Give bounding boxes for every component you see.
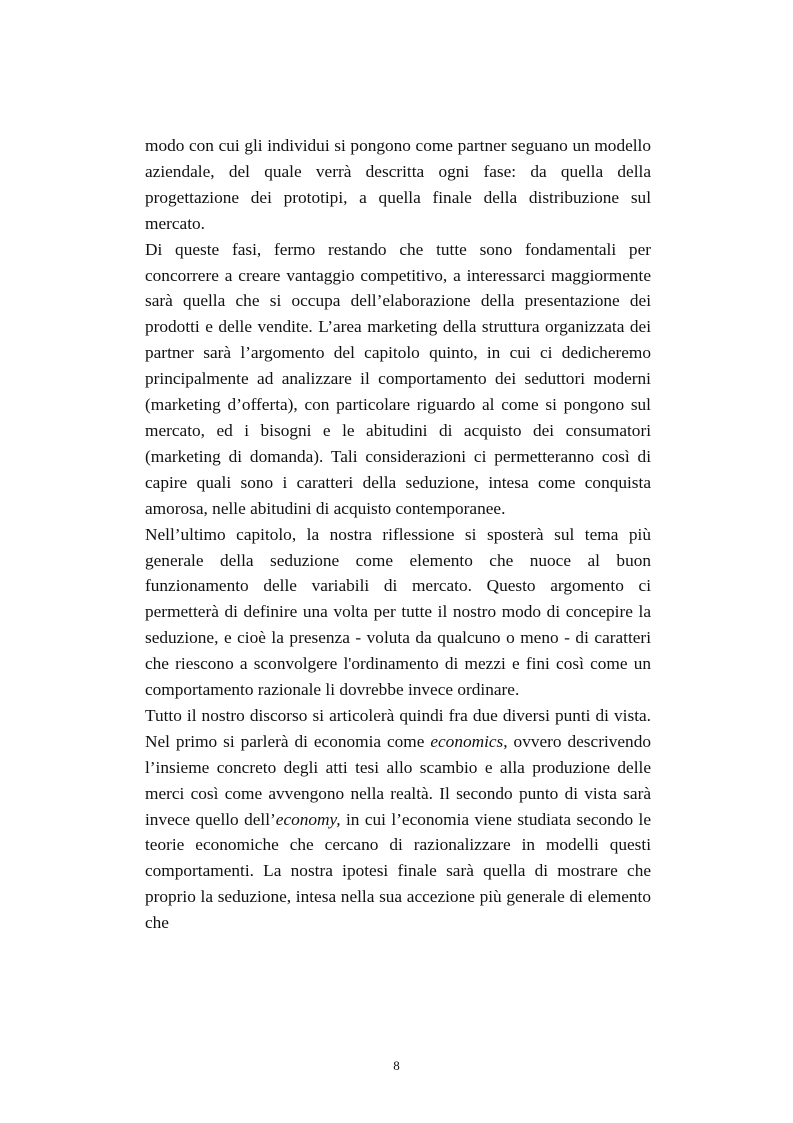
paragraph-text: in cui l’economia viene studiata secondo le teorie economiche che cercano di razionalizzare in modelli questi comportamenti. La nostra ipotesi finale sarà quella di mostrare che proprio la seduzione, intesa nella sua accezione più generale di elemento che <box>145 809 651 933</box>
body-text <box>145 133 651 936</box>
italic-term: economy, <box>275 809 341 829</box>
paragraph-text: , ovvero descrivendo l’insieme concreto degli atti tesi allo scambio e alla produzione delle merci così come avvengono nella realtà. Il secondo punto di vista sarà invece quello dell’ <box>145 731 651 829</box>
paragraph: Di queste fasi, fermo restando che tutte sono fondamentali per concorrere a creare vantaggio competitivo, a interessarci maggiormente sarà quella che si occupa dell’elaborazione della presentazione dei prodotti e delle vendite. L’area marketing della struttura organizzata dei partner sarà l’argomento del capitolo quinto, in cui ci dedicheremo principalmente ad analizzare il comportamento dei seduttori moderni (marketing d’offerta), con particolare riguardo al come si pongono sul mercato, ed i bisogni e le abitudini di acquisto dei consumatori (marketing di domanda). Tali considerazioni ci permetteranno così di capire quali sono i caratteri della seduzione, intesa come conquista amorosa, nelle abitudini di acquisto contemporanee. <box>145 239 651 518</box>
italic-term: economics <box>430 731 504 751</box>
paragraph: modo con cui gli individui si pongono come partner seguano un modello aziendale, del quale verrà descritta ogni fase: da quella della progettazione dei prototipi, a quella finale della distribuzione sul mercato. <box>145 136 651 233</box>
paragraph-text: Tutto il nostro discorso si articolerà quindi fra due diversi punti di vista. Nel primo si parlerà di economia come <box>145 705 651 751</box>
paragraph: Nell’ultimo capitolo, la nostra riflessione si sposterà sul tema più generale della seduzione come elemento che nuoce al buon funzionamento delle variabili di mercato. Questo argomento ci permetterà di definire una volta per tutte il nostro modo di concepire la seduzione, e cioè la presenza - voluta da qualcuno o meno - di caratteri che riescono a sconvolgere l'ordinamento di mezzi e fini così come un comportamento razionale li dovrebbe invece ordinare. <box>145 524 651 700</box>
page-number: 8 <box>393 1058 400 1073</box>
paragraph <box>145 703 651 936</box>
